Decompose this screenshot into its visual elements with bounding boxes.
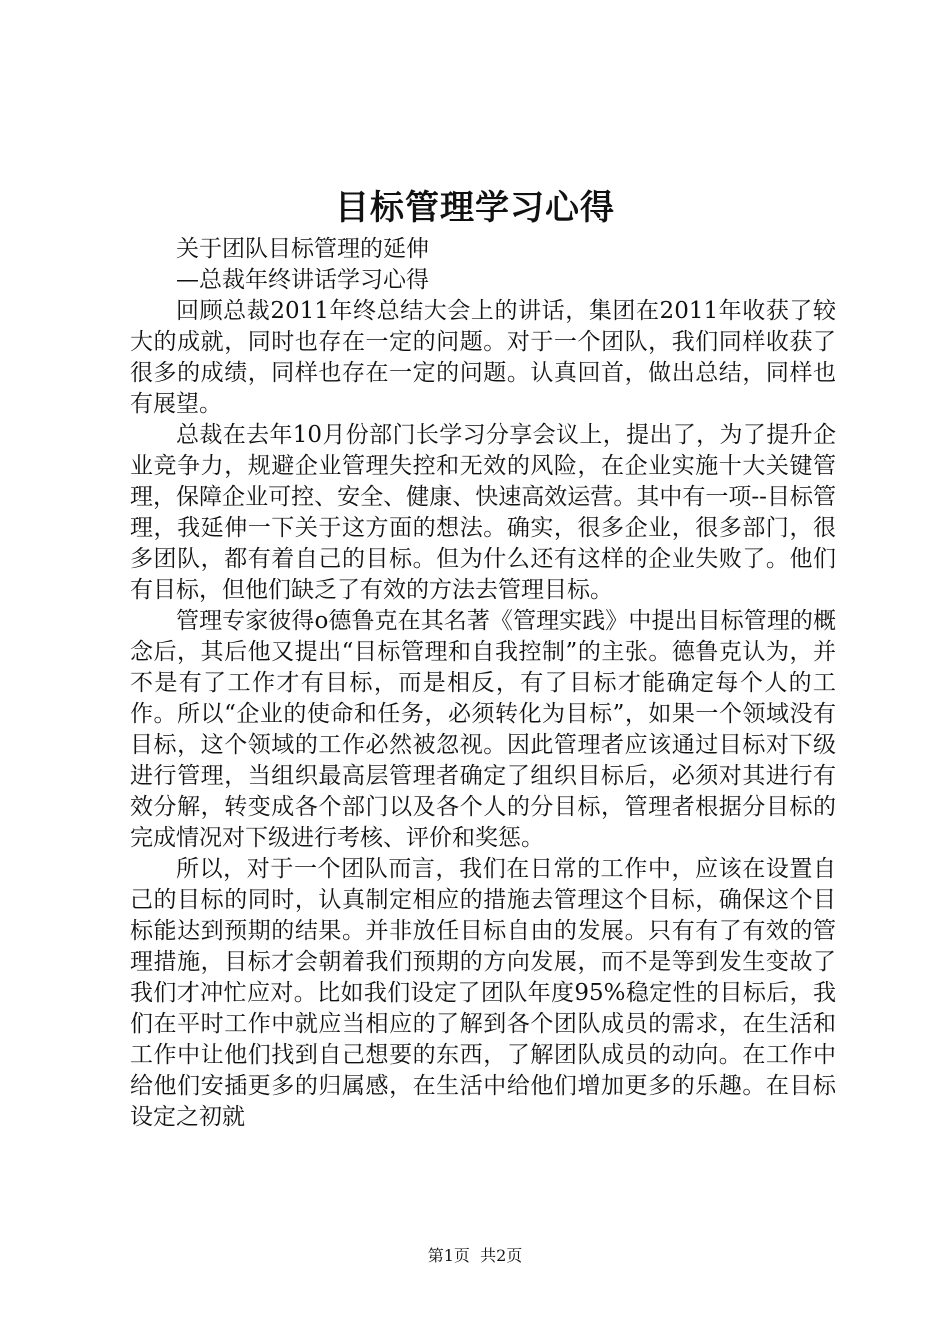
page-number: 第1页 共2页 — [427, 1246, 523, 1265]
paragraph-1: 回顾总裁2011年终总结大会上的讲话，集团在2011年收获了较大的成就，同时也存在一定的问题。对于一个团队，我们同样收获了很多的成绩，同样也存在一定的问题。认真回首，做出总结，同样也有展望。 — [130, 298, 836, 417]
paragraph-4: 所以，对于一个团队而言，我们在日常的工作中，应该在设置自己的目标的同时，认真制定相应的措施去管理这个目标，确保这个目标能达到预期的结果。并非放任目标自由的发展。只有有了有效的管理措施，目标才会朝着我们预期的方向发展，而不是等到发生变故了我们才冲忙应对。比如我们设定了团队年度95%稳定性的目标后，我们在平时工作中就应当相应的了解到各个团队成员的需求，在生活和工作中让他们找到自己想要的东西，了解团队成员的动向。在工作中给他们安插更多的归属感，在生活中给他们增加更多的乐趣。在目标设定之初就 — [130, 856, 836, 1130]
document-body — [130, 234, 836, 1133]
paragraph-2: 总裁在去年10月份部门长学习分享会议上，提出了，为了提升企业竞争力，规避企业管理失控和无效的风险，在企业实施十大关键管理，保障企业可控、安全、健康、快速高效运营。其中有一项--目标管理，我延伸一下关于这方面的想法。确实，很多企业，很多部门，很多团队，都有着自己的目标。但为什么还有这样的企业失败了。他们有目标，但他们缺乏了有效的方法去管理目标。 — [130, 422, 836, 603]
subtitle-line-2: —总裁年终讲话学习心得 — [176, 267, 429, 293]
paragraph-3: 管理专家彼得o德鲁克在其名著《管理实践》中提出目标管理的概念后，其后他又提出“目标管理和自我控制”的主张。德鲁克认为，并不是有了工作才有目标，而是相反，有了目标才能确定每个人的工作。所以“企业的使命和任务，必须转化为目标”，如果一个领域没有目标，这个领域的工作必然被忽视。因此管理者应该通过目标对下级进行管理，当组织最高层管理者确定了组织目标后，必须对其进行有效分解，转变成各个部门以及各个人的分目标，管理者根据分目标的完成情况对下级进行考核、评价和奖惩。 — [130, 608, 836, 851]
page-footer — [0, 1244, 950, 1268]
subtitle-line-1: 关于团队目标管理的延伸 — [176, 236, 429, 262]
document-title: 目标管理学习心得 — [335, 188, 615, 228]
